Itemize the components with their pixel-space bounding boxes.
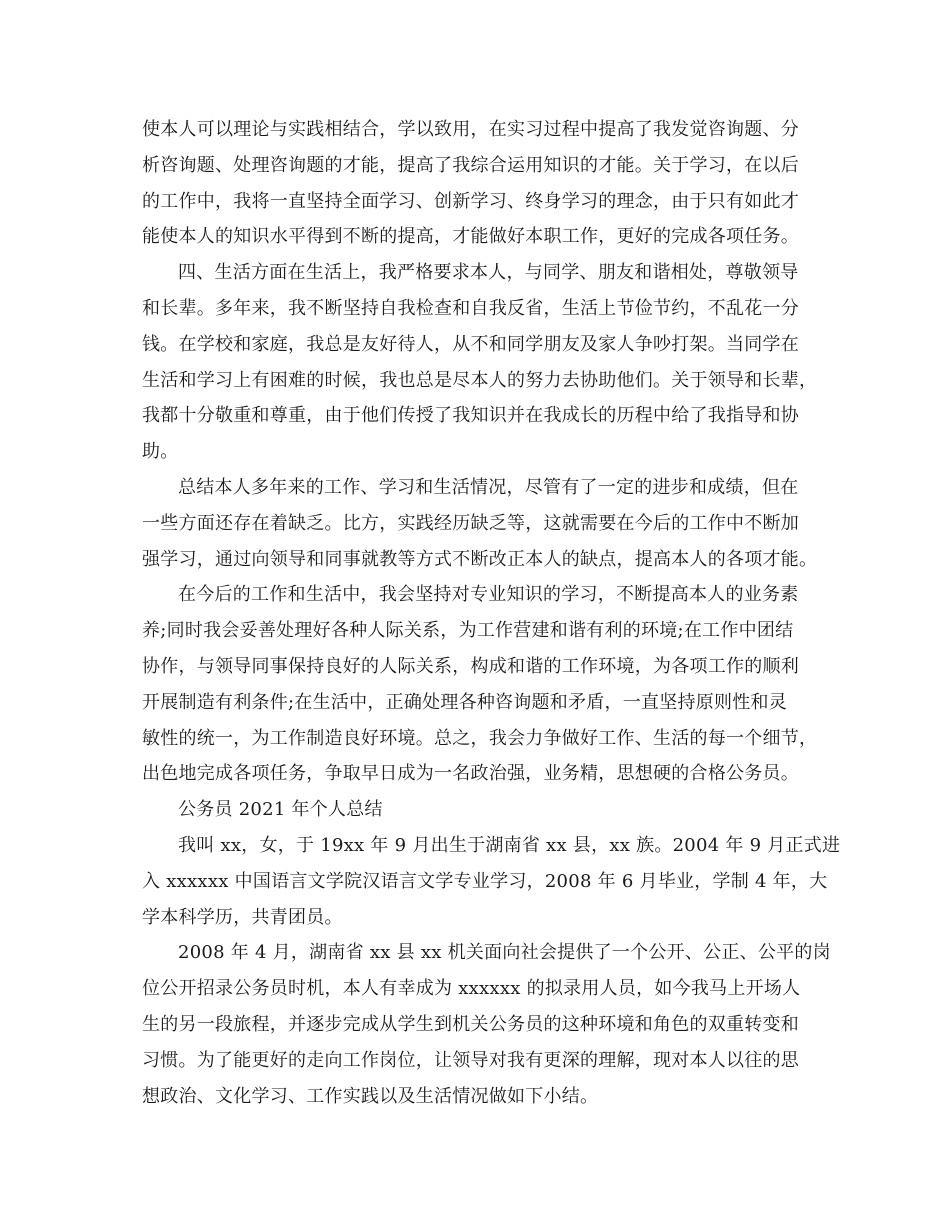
text-line: 想政治、文化学习、工作实践以及生活情况做如下小结。 bbox=[142, 1085, 599, 1107]
paragraph-start-line: 四、生活方面在生活上，我严格要求本人，与同学、朋友和谐相处，尊敬领导 bbox=[178, 262, 799, 284]
text-line: 习惯。为了能更好的走向工作岗位，让领导对我有更深的理解，现对本人以往的思 bbox=[142, 1049, 799, 1071]
paragraph-start-line: 在今后的工作和生活中，我会坚持对专业知识的学习，不断提高本人的业务素 bbox=[178, 584, 799, 606]
text-line: 入 xxxxxx 中国语言文学院汉语言文学专业学习，2008 年 6 月毕业，学制 4 年，大 bbox=[142, 870, 828, 892]
text-line: 出色地完成各项任务，争取早日成为一名政治强，业务精，思想硬的合格公务员。 bbox=[142, 763, 799, 785]
text-line: 敏性的统一，为工作制造良好环境。总之，我会力争做好工作、生活的每一个细节， bbox=[142, 727, 818, 749]
text-line: 位公开招录公务员时机，本人有幸成为 xxxxxx 的拟录用人员，如今我马上开场人 bbox=[142, 978, 801, 1000]
text-line: 助。 bbox=[142, 441, 179, 463]
text-line: 能使本人的知识水平得到不断的提高，才能做好本职工作，更好的完成各项任务。 bbox=[142, 226, 799, 248]
text-line: 生活和学习上有困难的时候，我也总是尽本人的努力去协助他们。关于领导和长辈， bbox=[142, 369, 818, 391]
text-line: 协作，与领导同事保持良好的人际关系，构成和谐的工作环境，为各项工作的顺利 bbox=[142, 655, 799, 677]
text-line: 开展制造有利条件;在生活中，正确处理各种咨询题和矛盾，一直坚持原则性和灵 bbox=[142, 691, 788, 713]
text-line: 强学习，通过向领导和同事就教等方式不断改正本人的缺点，提高本人的各项才能。 bbox=[142, 548, 818, 570]
document-body bbox=[142, 112, 841, 1114]
text-line: 一些方面还存在着缺乏。比方，实践经历缺乏等，这就需要在今后的工作中不断加 bbox=[142, 512, 799, 534]
paragraph-start-line: 2008 年 4 月，湖南省 xx 县 xx 机关面向社会提供了一个公开、公正、公平的岗 bbox=[178, 942, 831, 964]
text-line: 的工作中，我将一直坚持全面学习、创新学习、终身学习的理念，由于只有如此才 bbox=[142, 190, 799, 212]
text-line: 生的另一段旅程，并逐步完成从学生到机关公务员的这种环境和角色的双重转变和 bbox=[142, 1013, 799, 1035]
text-line: 养;同时我会妥善处理好各种人际关系，为工作营建和谐有利的环境;在工作中团结 bbox=[142, 620, 794, 642]
paragraph-start-line: 我叫 xx，女，于 19xx 年 9 月出生于湖南省 xx 县，xx 族。2004 年 9 月正式进 bbox=[178, 834, 841, 856]
text-line: 使本人可以理论与实践相结合，学以致用，在实习过程中提高了我发觉咨询题、分 bbox=[142, 119, 799, 140]
text-line: 析咨询题、处理咨询题的才能，提高了我综合运用知识的才能。关于学习，在以后 bbox=[142, 154, 799, 176]
text-line: 学本科学历，共青团员。 bbox=[142, 906, 343, 928]
text-line: 和长辈。多年来，我不断坚持自我检查和自我反省，生活上节俭节约，不乱花一分 bbox=[142, 297, 799, 319]
text-line: 钱。在学校和家庭，我总是友好待人，从不和同学朋友及家人争吵打架。当同学在 bbox=[142, 333, 799, 355]
text-line: 我都十分敬重和尊重，由于他们传授了我知识并在我成长的历程中给了我指导和协 bbox=[142, 405, 799, 427]
paragraph-start-line: 总结本人多年来的工作、学习和生活情况，尽管有了一定的进步和成绩，但在 bbox=[178, 476, 799, 498]
section-heading: 公务员 2021 年个人总结 bbox=[178, 799, 383, 821]
